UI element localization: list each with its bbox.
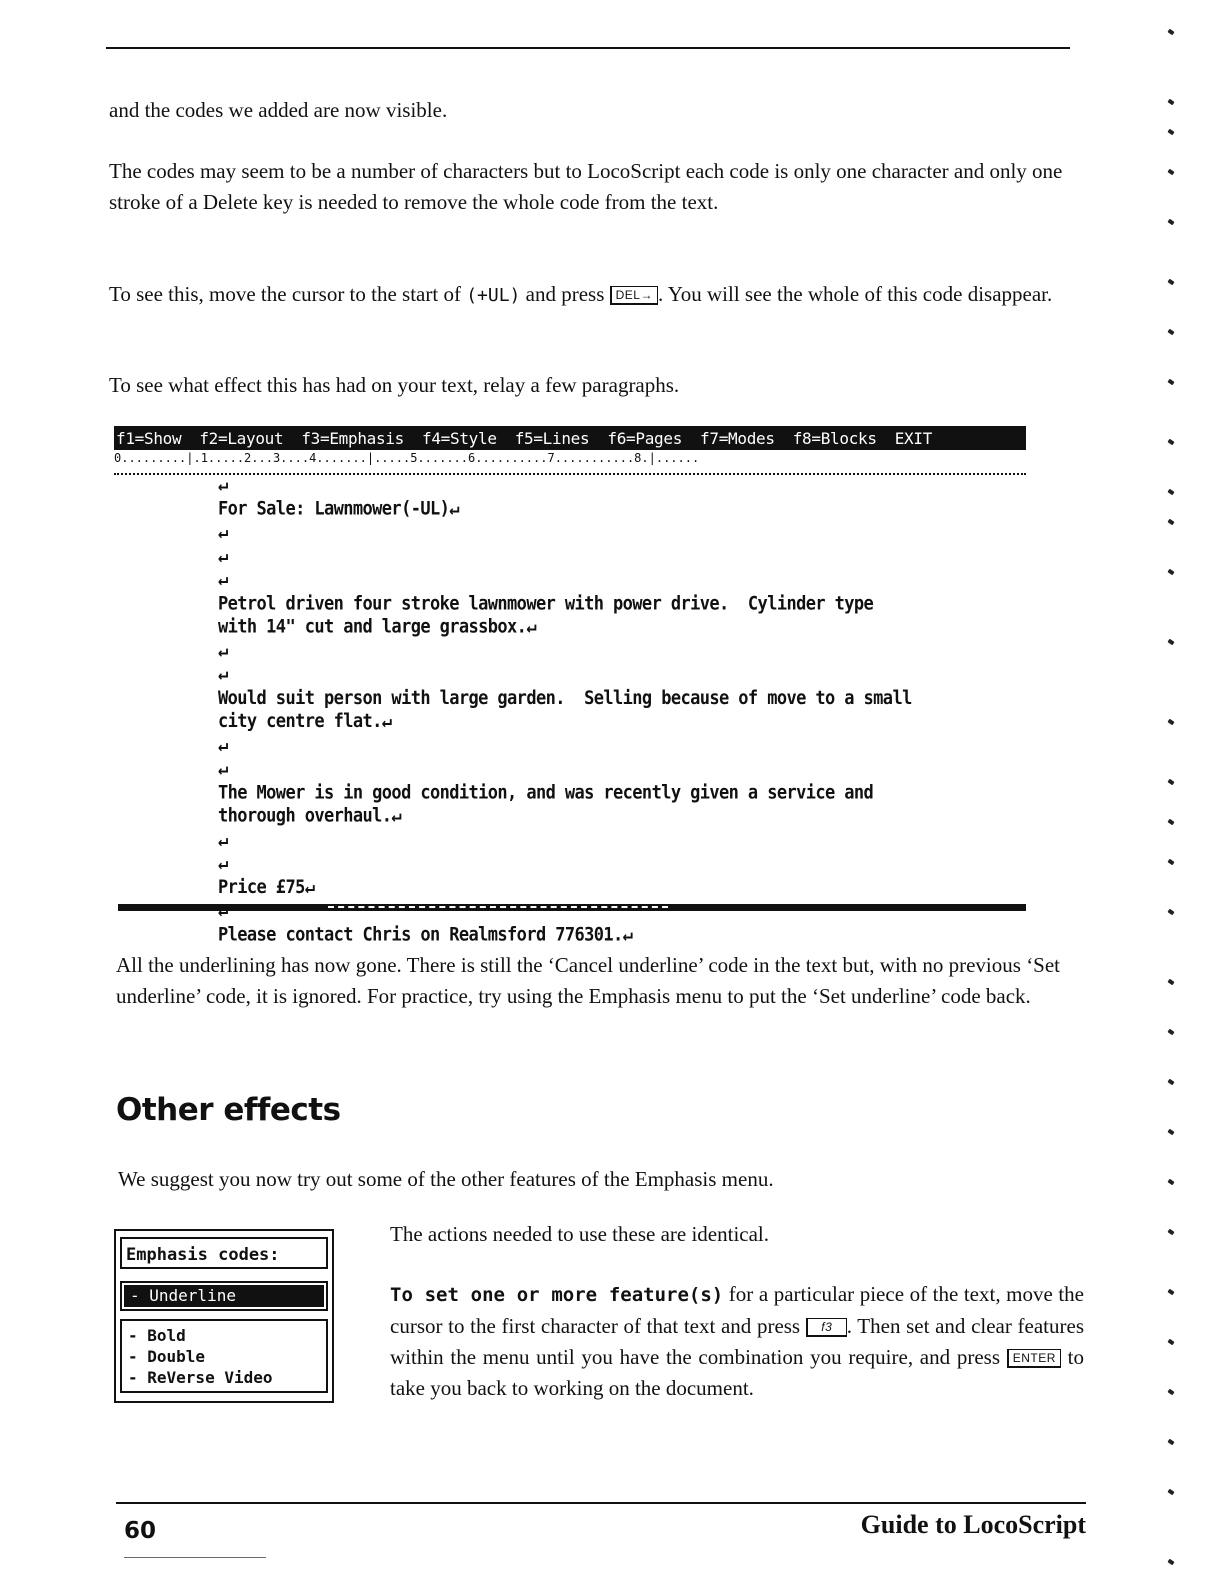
section-heading: Other effects <box>116 1092 341 1128</box>
menu-f8-blocks[interactable]: f8=Blocks <box>792 428 877 448</box>
page-number-underline <box>124 1557 266 1558</box>
p3-text-before: To see this, move the cursor to the start of <box>109 282 467 306</box>
tab-ruler: 0.........|.1.....2...3....4.......|.....5.......6..........7...........8.|...... <box>114 451 1026 475</box>
function-key-menu-bar <box>114 426 1026 450</box>
section-intro: We suggest you now try out some of the other features of the Emphasis menu. <box>118 1167 774 1191</box>
emphasis-codes-menu <box>114 1229 334 1403</box>
intro-paragraph-2: The codes may seem to be a number of characters but to LocoScript each code is only one character and only one stroke of a Delete key is needed to remove the whole code from the text. <box>109 159 1063 214</box>
delete-key-icon: DEL→ <box>610 286 658 305</box>
menu-f7-modes[interactable]: f7=Modes <box>700 428 775 448</box>
intro-paragraph-3 <box>109 279 1079 311</box>
intro-paragraph-1: and the codes we added are now visible. <box>109 98 448 122</box>
set-features-paragraph <box>390 1279 1084 1404</box>
ul-code: (+UL) <box>466 285 521 306</box>
set-features-text-3: to take you back to working on the document. <box>390 1345 1084 1400</box>
set-features-text-1: for a particular piece of the text, move the cursor to the first character of that text and press <box>390 1282 1084 1338</box>
menu-f5-lines[interactable]: f5=Lines <box>514 428 590 448</box>
emphasis-menu-title: Emphasis codes: <box>120 1237 328 1269</box>
emphasis-options-list <box>120 1319 328 1393</box>
set-features-text-2: . Then set and clear features within the menu until you have the combination you require, and press <box>390 1314 1084 1369</box>
locoscript-screen <box>114 426 1026 946</box>
menu-f2-layout[interactable]: f2=Layout <box>199 428 284 448</box>
double-option[interactable]: - Double <box>128 1347 206 1366</box>
reverse-video-option[interactable]: - ReVerse Video <box>128 1368 273 1387</box>
menu-f4-style[interactable]: f4=Style <box>422 428 497 448</box>
identical-note: The actions needed to use these are identical. <box>390 1222 770 1246</box>
book-title: Guide to LocoScript <box>860 1510 1086 1539</box>
menu-f1-show[interactable]: f1=Show <box>116 428 182 448</box>
set-features-bold: To set one or more feature(s) <box>390 1284 724 1306</box>
document-text[interactable]: ↵ For Sale: Lawnmower(-UL)↵ ↵ ↵ ↵ Petrol driven four stroke lawnmower with power drive. Cylinder type with 14" cut and large grassbox.↵ ↵ ↵ Would suit person with large garden. Selling because of move to a small city centre flat.↵ ↵ ↵ The Mower is in good condition, and was recently given a service and thorough overhaul.↵ ↵ ↵ Price £75↵ Please contact Chris on Realmsford 776301.↵ <box>218 474 912 946</box>
intro-paragraph-4: To see what effect this has had on your text, relay a few paragraphs. <box>109 373 680 397</box>
screen-scrollbar[interactable] <box>118 904 1026 911</box>
scrollbar-thumb[interactable] <box>328 906 668 911</box>
p3-text-after: . You will see the whole of this code disappear. <box>657 282 1053 306</box>
binding-edge-marks <box>1160 20 1190 1560</box>
f3-key-icon: f3 <box>806 1318 847 1337</box>
bold-option[interactable]: - Bold <box>128 1326 186 1345</box>
menu-f6-pages[interactable]: f6=Pages <box>607 428 683 448</box>
enter-key-icon: ENTER <box>1007 1349 1061 1368</box>
p3-text-middle: and press <box>520 282 610 306</box>
menu-f3-emphasis[interactable]: f3=Emphasis <box>301 428 405 448</box>
after-paragraph: All the underlining has now gone. There is still the ‘Cancel underline’ code in the text but, with no previous ‘Set underline’ code, it is ignored. For practice, try using the Emphasis menu to put the ‘Set underline’ code back. <box>116 953 1061 1008</box>
top-rule <box>106 47 1070 49</box>
bottom-rule <box>116 1502 1086 1504</box>
menu-exit[interactable]: EXIT <box>894 428 933 448</box>
emphasis-selected-option[interactable] <box>120 1281 328 1311</box>
page-number: 60 <box>124 1518 157 1544</box>
underline-option[interactable]: - Underline <box>124 1285 324 1307</box>
